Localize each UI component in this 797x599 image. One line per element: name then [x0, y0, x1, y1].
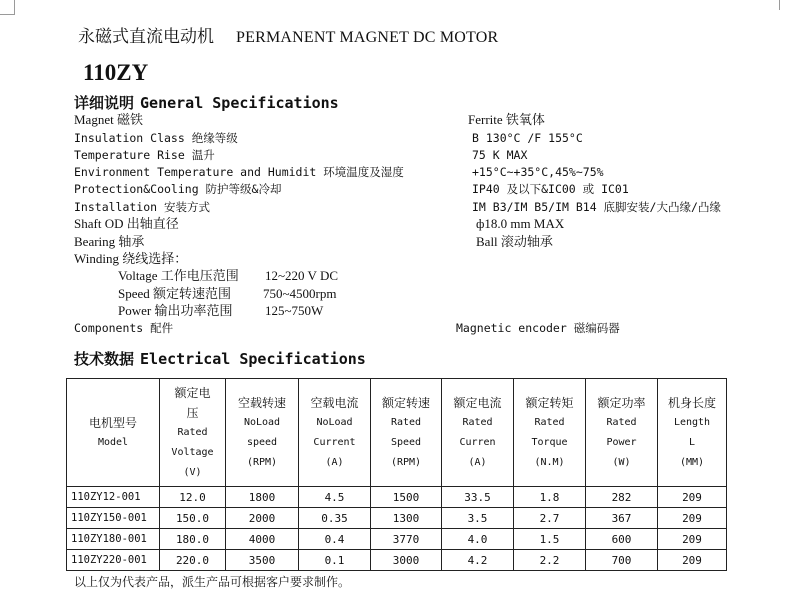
spec-label: Bearing 轴承 [74, 234, 145, 249]
value-cell: 1500 [371, 487, 442, 508]
spec-label: Components 配件 [74, 321, 174, 335]
title-en: PERMANENT MAGNET DC MOTOR [236, 29, 499, 46]
column-header-line: (RPM) [246, 456, 278, 468]
spec-value: 125~750W [265, 303, 324, 318]
electrical-spec-heading [74, 348, 366, 369]
value-cell: 33.5 [442, 487, 514, 508]
spec-value: +15°C~+35°C,45%~75% [472, 165, 604, 179]
spec-value: IP40 及以下&IC00 或 IC01 [472, 182, 629, 196]
value-cell: 150.0 [160, 508, 226, 529]
column-header-line: Power [606, 436, 637, 448]
column-header-line: 额定转速 [381, 395, 430, 410]
column-header-line: Torque [531, 436, 568, 448]
document-title [78, 22, 498, 47]
value-cell: 209 [658, 487, 727, 508]
column-header-line: Rated [462, 416, 493, 428]
table-body [67, 487, 727, 571]
value-cell: 3.5 [442, 508, 514, 529]
spec-label: Voltage 工作电压范围 [118, 268, 239, 283]
column-header-line: (A) [325, 456, 344, 468]
column-header-line: Rated [177, 426, 208, 438]
column-header-line: Curren [459, 436, 496, 448]
column-header-line: (N.M) [534, 456, 565, 468]
column-header [299, 379, 371, 487]
column-header [442, 379, 514, 487]
value-cell: 282 [586, 487, 658, 508]
value-cell: 1.5 [514, 529, 586, 550]
value-cell: 2.7 [514, 508, 586, 529]
value-cell: 180.0 [160, 529, 226, 550]
spec-value: B 130°C /F 155°C [472, 131, 583, 145]
value-cell: 209 [658, 508, 727, 529]
column-header [514, 379, 586, 487]
value-cell: 4.5 [299, 487, 371, 508]
value-cell: 3770 [371, 529, 442, 550]
value-cell: 220.0 [160, 550, 226, 571]
page-corner-mark [779, 0, 780, 10]
value-cell: 209 [658, 550, 727, 571]
model-title: 110ZY [83, 60, 149, 85]
spec-label: Temperature Rise 温升 [74, 148, 215, 162]
value-cell: 209 [658, 529, 727, 550]
title-cn: 永磁式直流电动机 [78, 27, 214, 47]
column-header-line: 机身长度 [667, 395, 716, 410]
column-header-line: Rated [390, 416, 422, 428]
column-header-line: Model [97, 436, 129, 448]
column-header-line: 额定功率 [597, 395, 646, 410]
table-row [67, 529, 727, 550]
table-row [67, 550, 727, 571]
column-header-line: Length [673, 416, 711, 428]
column-header-line: (W) [612, 456, 631, 468]
table-row [67, 508, 727, 529]
electrical-heading-en: Electrical Specifications [140, 350, 366, 368]
spec-label: Insulation Class 绝缘等级 [74, 131, 238, 145]
electrical-heading-cn: 技术数据 [74, 350, 135, 368]
spec-value: 750~4500rpm [263, 286, 337, 301]
spec-value: ф18.0 mm MAX [476, 216, 565, 231]
general-heading-cn: 详细说明 [74, 94, 135, 112]
value-cell: 1.8 [514, 487, 586, 508]
spec-value: Magnetic encoder 磁编码器 [456, 321, 620, 335]
spec-label: Shaft OD 出轴直径 [74, 216, 179, 231]
value-cell: 0.35 [299, 508, 371, 529]
column-header-line: 空载转速 [237, 395, 286, 410]
value-cell: 0.1 [299, 550, 371, 571]
column-header-line: NoLoad [316, 416, 353, 428]
column-header-line: (A) [468, 456, 487, 468]
value-cell: 600 [586, 529, 658, 550]
column-header-line: (MM) [679, 456, 705, 468]
column-header [226, 379, 299, 487]
spec-label: Protection&Cooling 防护等级&冷却 [74, 182, 282, 196]
column-header-line: Current [313, 436, 356, 448]
spec-value: Ferrite 铁氧体 [468, 112, 545, 127]
column-header-line: 空载电流 [310, 395, 359, 410]
spec-label: Winding 绕线选择： [74, 251, 188, 266]
page-corner-mark [0, 0, 15, 15]
column-header-line: Rated [534, 416, 565, 428]
value-cell: 4.0 [442, 529, 514, 550]
value-cell: 1800 [226, 487, 299, 508]
spec-label: Speed 额定转速范围 [118, 286, 232, 301]
column-header-line: (V) [183, 466, 202, 478]
model-cell: 110ZY150-001 [67, 508, 160, 529]
model-cell: 110ZY220-001 [67, 550, 160, 571]
spec-label: Installation 安装方式 [74, 200, 211, 214]
value-cell: 12.0 [160, 487, 226, 508]
column-header-line: speed [246, 436, 278, 448]
model-cell: 110ZY180-001 [67, 529, 160, 550]
column-header-line: 额定电 [174, 385, 211, 400]
spec-label: Environment Temperature and Humidit 环境温度及湿度 [74, 165, 404, 179]
column-header-line: Speed [390, 436, 422, 448]
column-header [371, 379, 442, 487]
column-header [160, 379, 226, 487]
spec-value: 12~220 V DC [265, 268, 339, 283]
table-row [67, 487, 727, 508]
value-cell: 4000 [226, 529, 299, 550]
value-cell: 700 [586, 550, 658, 571]
value-cell: 3500 [226, 550, 299, 571]
column-header-line: L [688, 436, 696, 448]
column-header-line: 额定电流 [453, 395, 502, 410]
general-spec-heading [74, 92, 339, 113]
column-header-line: Rated [606, 416, 637, 428]
spec-value: Ball 滚动轴承 [476, 234, 553, 249]
value-cell: 367 [586, 508, 658, 529]
model-cell: 110ZY12-001 [67, 487, 160, 508]
value-cell: 3000 [371, 550, 442, 571]
value-cell: 2.2 [514, 550, 586, 571]
footer-note: 以上仅为代表产品，派生产品可根据客户要求制作。 [74, 575, 351, 589]
value-cell: 0.4 [299, 529, 371, 550]
spec-label: Magnet 磁铁 [74, 112, 143, 127]
spec-value: IM B3/IM B5/IM B14 底脚安装/大凸缘/凸缘 [472, 200, 721, 214]
spec-value: 75 K MAX [472, 148, 528, 162]
spec-label: Power 输出功率范围 [118, 303, 233, 318]
column-header-line: Voltage [171, 446, 214, 458]
value-cell: 1300 [371, 508, 442, 529]
column-header [658, 379, 727, 487]
column-header-line: 压 [186, 405, 199, 420]
table-header-row [67, 379, 727, 487]
column-header [67, 379, 160, 487]
column-header-line: (RPM) [390, 456, 422, 468]
electrical-spec-table [66, 378, 727, 571]
column-header-line: 电机型号 [88, 415, 137, 430]
column-header-line: NoLoad [243, 416, 281, 428]
column-header-line: 额定转矩 [525, 395, 574, 410]
general-heading-en: General Specifications [140, 94, 339, 112]
value-cell: 2000 [226, 508, 299, 529]
column-header [586, 379, 658, 487]
value-cell: 4.2 [442, 550, 514, 571]
